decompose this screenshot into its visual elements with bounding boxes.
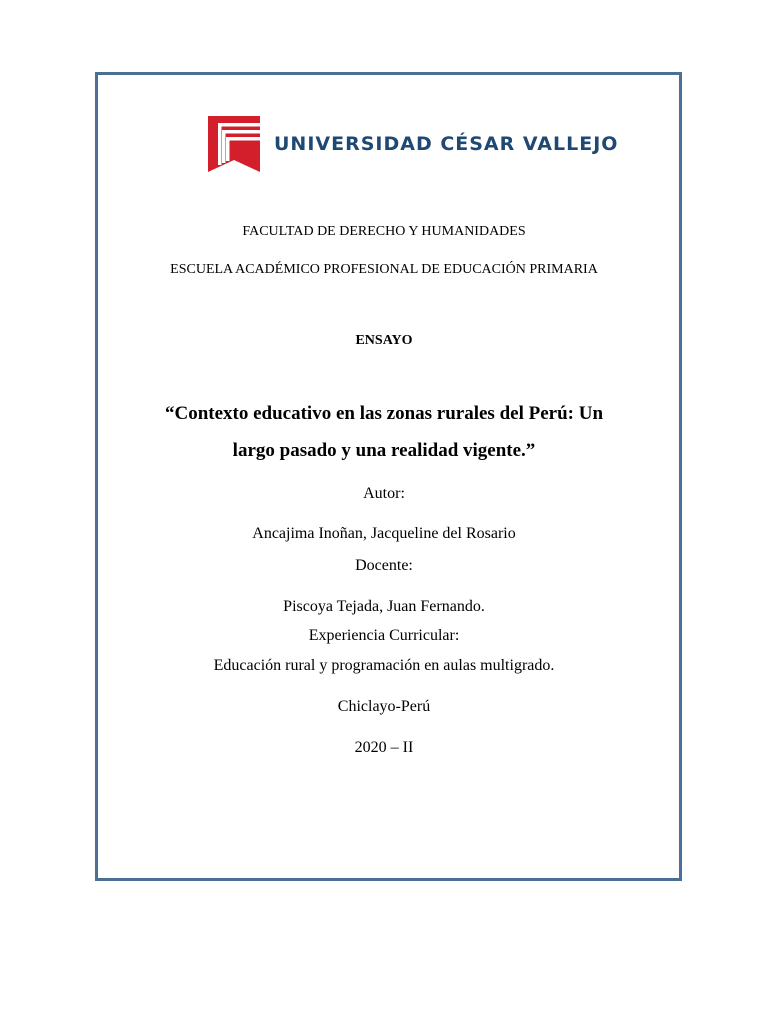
essay-title-line-1: “Contexto educativo en las zonas rurales del Perú: Un <box>164 403 604 424</box>
essay-title-line-2: largo pasado y una realidad vigente.” <box>232 440 536 461</box>
faculty-name: FACULTAD DE DERECHO Y HUMANIDADES <box>242 224 526 239</box>
university-logo <box>208 116 618 172</box>
course-label: Experiencia Curricular: <box>308 627 460 644</box>
university-shield-icon <box>208 116 260 172</box>
place: Chiclayo-Perú <box>337 698 431 715</box>
author-label: Autor: <box>363 485 405 502</box>
academic-term: 2020 – II <box>354 739 414 756</box>
page-border <box>95 72 682 881</box>
teacher-name: Piscoya Tejada, Juan Fernando. <box>283 598 485 615</box>
author-name: Ancajima Inoñan, Jacqueline del Rosario <box>252 525 516 542</box>
course-name: Educación rural y programación en aulas multigrado. <box>213 657 555 674</box>
teacher-label: Docente: <box>355 557 413 574</box>
university-name: UNIVERSIDAD CÉSAR VALLEJO <box>274 133 619 155</box>
school-name: ESCUELA ACADÉMICO PROFESIONAL DE EDUCACIÓN PRIMARIA <box>170 262 598 277</box>
document-type: ENSAYO <box>355 333 413 348</box>
